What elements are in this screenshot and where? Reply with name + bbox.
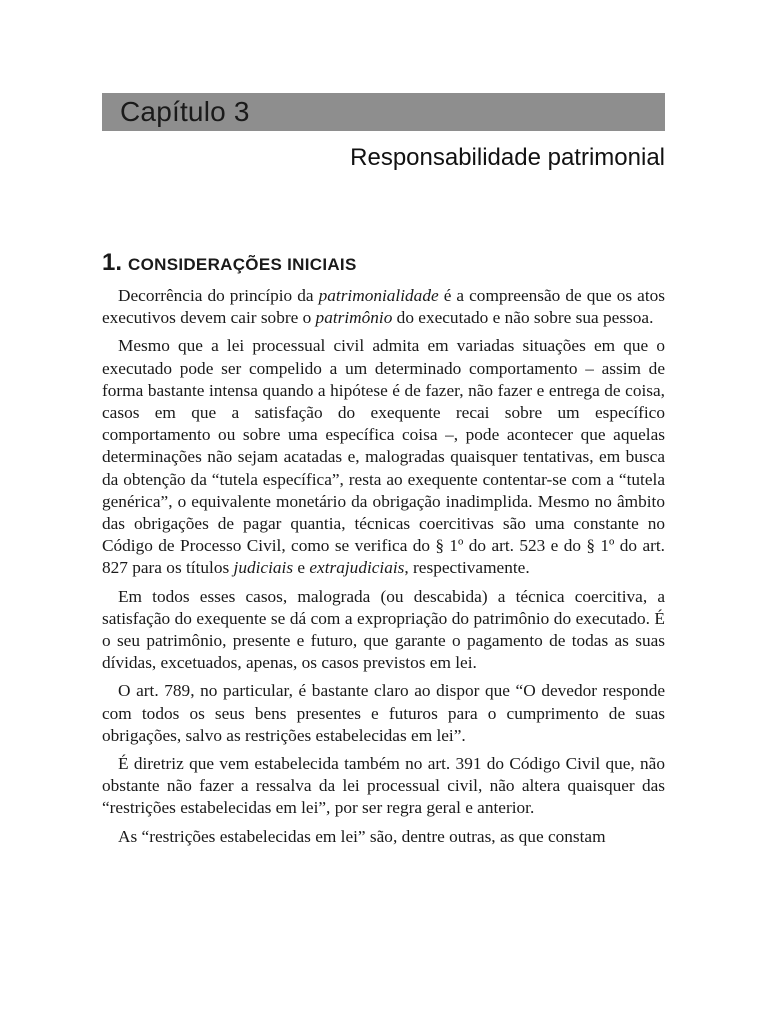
section-title: CONSIDERAÇÕES INICIAIS: [128, 255, 357, 274]
italic-term: judiciais: [233, 558, 294, 578]
paragraph-2: [102, 335, 665, 579]
paragraph-text: e: [293, 558, 310, 578]
paragraph-text: é a compreensão de que os atos executivos devem cair sobre o: [102, 286, 665, 328]
chapter-label: Capítulo 3: [120, 96, 250, 127]
paragraph-text: Mesmo que a lei processual civil admita em variadas situações em que o executado pode ser compelido a um determinado comportamento – assim de forma bastante intensa quando a hipótese é de fazer, não fazer e entrega de coisa, casos em que a satisfação do exequente recai sobre um específico comportamento ou sobre uma específica coisa –, pode acontecer que aquelas determinações não sejam acatadas e, malogradas quaisquer tentativas, em busca da obtenção da “tutela específica”, resta ao exequente contentar-se com a “tutela genérica”, o equivalente monetário da obrigação inadimplida. Mesmo no âmbito das obrigações de pagar quantia, técnicas coercitivas são uma constante no Código de Processo Civil, como se verifica do § 1º do art. 523 e do § 1º do art. 827 para os títulos: [102, 336, 665, 578]
italic-term: patrimônio: [315, 308, 393, 328]
paragraph-text: Decorrência do princípio da: [118, 286, 319, 305]
section-heading: [102, 249, 665, 277]
chapter-title: Responsabilidade patrimonial: [350, 144, 665, 171]
paragraph-1: [102, 285, 665, 329]
italic-term: patrimonialidade: [318, 286, 439, 305]
paragraph-text: , respectivamente.: [404, 558, 530, 578]
paragraph-5: É diretriz que vem estabelecida também no art. 391 do Código Civil que, não obstante não fazer a ressalva da lei processual civil, não altera quaisquer das “restrições estabelecidas em lei”, por ser regra geral e anterior.: [102, 754, 665, 818]
book-page: [102, 93, 665, 854]
section-number: 1.: [102, 249, 123, 276]
italic-term: extrajudiciais: [309, 558, 405, 578]
paragraph-3: Em todos esses casos, malograda (ou descabida) a técnica coercitiva, a satisfação do exequente se dá com a expropriação do patrimônio do executado. É o seu patrimônio, presente e futuro, que garante o pagamento de todas as suas dívidas, excetuados, apenas, os casos previstos em lei.: [102, 586, 665, 673]
paragraph-4: O art. 789, no particular, é bastante claro ao dispor que “O devedor responde com todos os seus bens presentes e futuros para o cumprimento de suas obrigações, salvo as restrições estabelecidas em lei”.: [102, 681, 665, 745]
paragraph-text: do executado e não sobre sua pessoa.: [392, 308, 654, 328]
paragraph-6: As “restrições estabelecidas em lei” são, dentre outras, as que constam: [118, 826, 606, 846]
chapter-header-band: [102, 93, 665, 131]
body-text: [102, 285, 665, 848]
